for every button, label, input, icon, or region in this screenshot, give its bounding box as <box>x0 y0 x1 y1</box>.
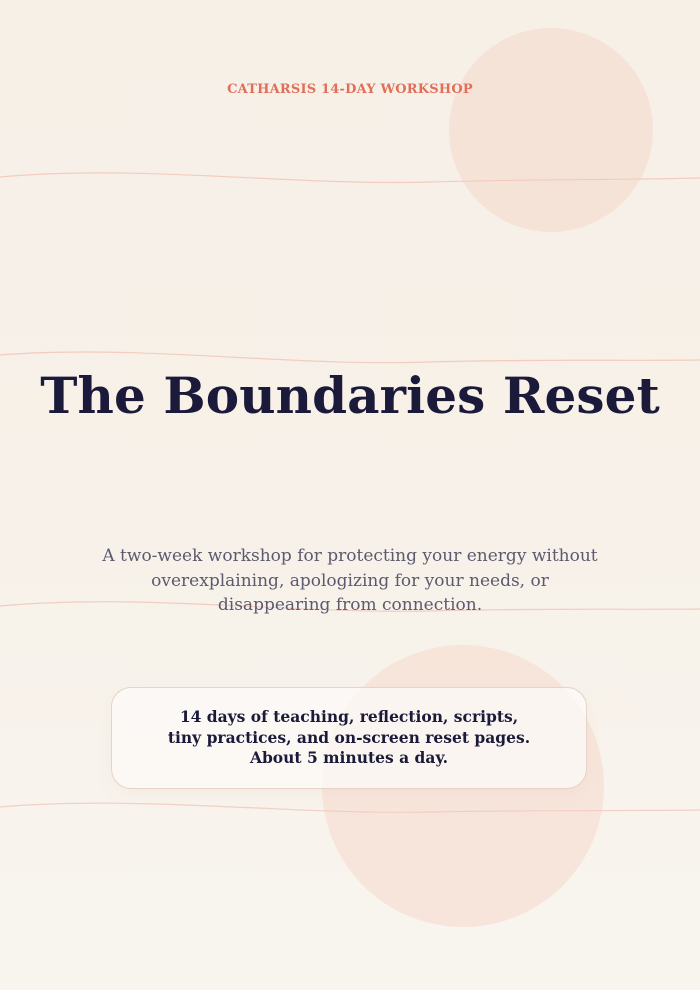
workshop-summary-text: 14 days of teaching, reflection, scripts, tiny practices, and on-screen reset pages. About 5 minutes a day. <box>167 707 531 768</box>
workshop-eyebrow: CATHARSIS 14-DAY WORKSHOP <box>227 82 473 97</box>
page-subtitle: A two-week workshop for protecting your energy without overexplaining, apologizing for your needs, or disappearing from connection. <box>102 546 598 615</box>
page-title: The Boundaries Reset <box>40 366 660 425</box>
workshop-summary-card <box>111 687 587 789</box>
